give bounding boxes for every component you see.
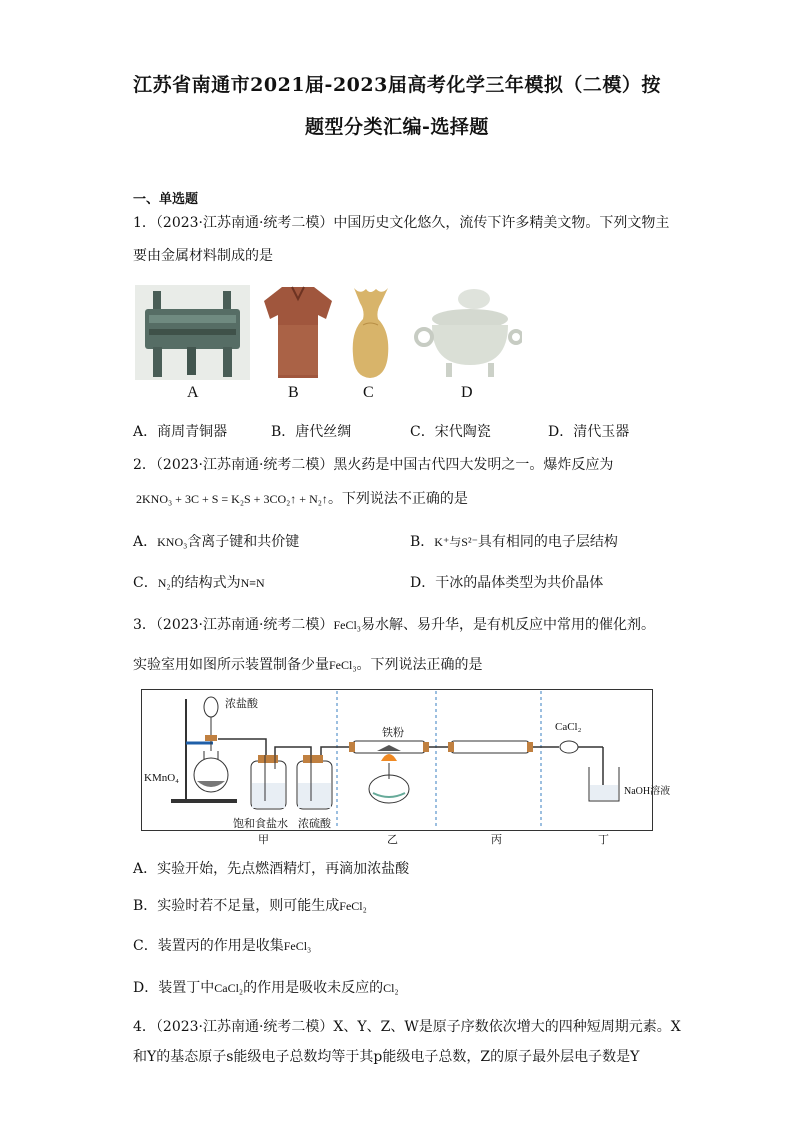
- q3-option-a: A．实验开始，先点燃酒精灯，再滴加浓盐酸: [133, 861, 410, 877]
- q3-stem-prefix: 3．（2023·江苏南通·统考二模）: [133, 617, 334, 633]
- q2-option-a: [133, 531, 299, 551]
- q3-option-c-formula: FeCl₃: [283, 939, 312, 953]
- label-conc-h2so4: 浓硫酸: [298, 817, 331, 830]
- q1-stem-line1: 1．（2023·江苏南通·统考二模）中国历史文化悠久，流传下许多精美文物。下列文物主: [133, 215, 670, 231]
- silk-robe-image: [262, 285, 334, 380]
- q2-equation-line: [136, 488, 468, 508]
- porcelain-vase-image: [348, 285, 393, 380]
- q3-stem-line1: [133, 614, 655, 634]
- q2-option-c-text: 的结构式为: [170, 575, 241, 591]
- q2-option-c: [133, 572, 265, 592]
- q2-option-a-formula: KNO₃: [157, 535, 188, 549]
- jade-censer-image: [412, 285, 522, 380]
- q2-option-c-structure: N≡N: [240, 576, 265, 590]
- label-kmno4: KMnO₄: [144, 772, 180, 784]
- image-label-a: A: [187, 384, 199, 401]
- q4-stem-line2: 和Y的基态原子s能级电子总数均等于其p能级电子总数，Z的原子最外层电子数是Y: [133, 1049, 640, 1065]
- unit-label-yi: 乙: [387, 833, 398, 846]
- label-conc-hcl: 浓盐酸: [225, 697, 258, 710]
- q3-stem-line2: [133, 654, 483, 674]
- q2-option-b: [410, 531, 618, 551]
- q2-option-c-letter: C．: [133, 575, 158, 591]
- q2-stem-line1: 2．（2023·江苏南通·统考二模）黑火药是中国古代四大发明之一。爆炸反应为: [133, 457, 614, 473]
- q2-equation: 2KNO₃ + 3C + S = K₂S + 3CO₂↑ + N₂↑: [136, 492, 328, 506]
- section-heading: 一、单选题: [133, 192, 199, 207]
- q3-option-d-prefix: D．装置丁中: [133, 980, 215, 996]
- label-cacl2: CaCl₂: [555, 721, 582, 733]
- q2-option-b-formula: K⁺与S²⁻: [434, 535, 478, 549]
- q3-option-d-formula: CaCl₂: [214, 981, 244, 995]
- q3-option-c: [133, 935, 311, 955]
- q3-option-d-formula2: Cl₂: [383, 981, 399, 995]
- q2-option-a-letter: A．: [133, 534, 158, 550]
- unit-label-bing: 丙: [491, 833, 502, 846]
- q3-stem2-formula: FeCl₃: [329, 658, 357, 672]
- q2-option-a-text: 含离子键和共价键: [187, 534, 300, 550]
- q3-stem2-text: 。下列说法正确的是: [356, 657, 483, 673]
- q2-option-b-text: 具有相同的电子层结构: [477, 534, 618, 550]
- q4-stem-line1: 4．（2023·江苏南通·统考二模）X、Y、Z、W是原子序数依次增大的四种短周期元素。X: [133, 1019, 681, 1035]
- q2-option-b-letter: B．: [410, 534, 435, 550]
- q1-option-c: C．宋代陶瓷: [410, 424, 491, 440]
- image-label-c: C: [363, 384, 374, 401]
- document-title-line1: 江苏省南通市2021届-2023届高考化学三年模拟（二模）按: [133, 74, 661, 96]
- q1-option-a: A．商周青铜器: [133, 424, 228, 440]
- q2-option-d: D．干冰的晶体类型为共价晶体: [410, 575, 604, 591]
- q3-option-d-text: 的作用是吸收未反应的: [243, 980, 384, 996]
- q3-stem-text: 易水解、易升华，是有机反应中常用的催化剂。: [360, 617, 655, 633]
- q1-option-d: D．清代玉器: [548, 424, 630, 440]
- q3-option-c-text: C．装置丙的作用是收集: [133, 938, 284, 954]
- q3-option-b-text: 不足量，则可能生成: [213, 898, 340, 914]
- q3-option-b-prefix: B．实验时若: [133, 898, 214, 914]
- image-label-d: D: [461, 384, 473, 401]
- q3-option-b: [133, 895, 367, 915]
- q1-option-b: B．唐代丝绸: [271, 424, 352, 440]
- label-brine: 饱和食盐水: [233, 817, 288, 830]
- bronze-vessel-image: [135, 285, 250, 380]
- image-label-b: B: [288, 384, 299, 401]
- apparatus-diagram: [141, 689, 653, 831]
- q3-stem-formula: FeCl₃: [333, 618, 361, 632]
- q2-stem-tail: 。下列说法不正确的是: [327, 491, 468, 507]
- document-title-line2: 题型分类汇编-选择题: [305, 116, 489, 138]
- unit-label-ding: 丁: [598, 833, 609, 846]
- q2-option-c-formula: N₂: [157, 576, 171, 590]
- q3-option-b-formula: FeCl₂: [339, 899, 367, 913]
- unit-label-jia: 甲: [258, 833, 269, 846]
- q3-option-d: [133, 977, 399, 997]
- q3-stem2-prefix: 实验室用如图所示装置制备少量: [133, 657, 329, 673]
- label-naoh: NaOH溶液: [624, 786, 671, 797]
- label-iron-powder: 铁粉: [382, 726, 404, 739]
- q1-stem-line2: 要由金属材料制成的是: [133, 248, 273, 264]
